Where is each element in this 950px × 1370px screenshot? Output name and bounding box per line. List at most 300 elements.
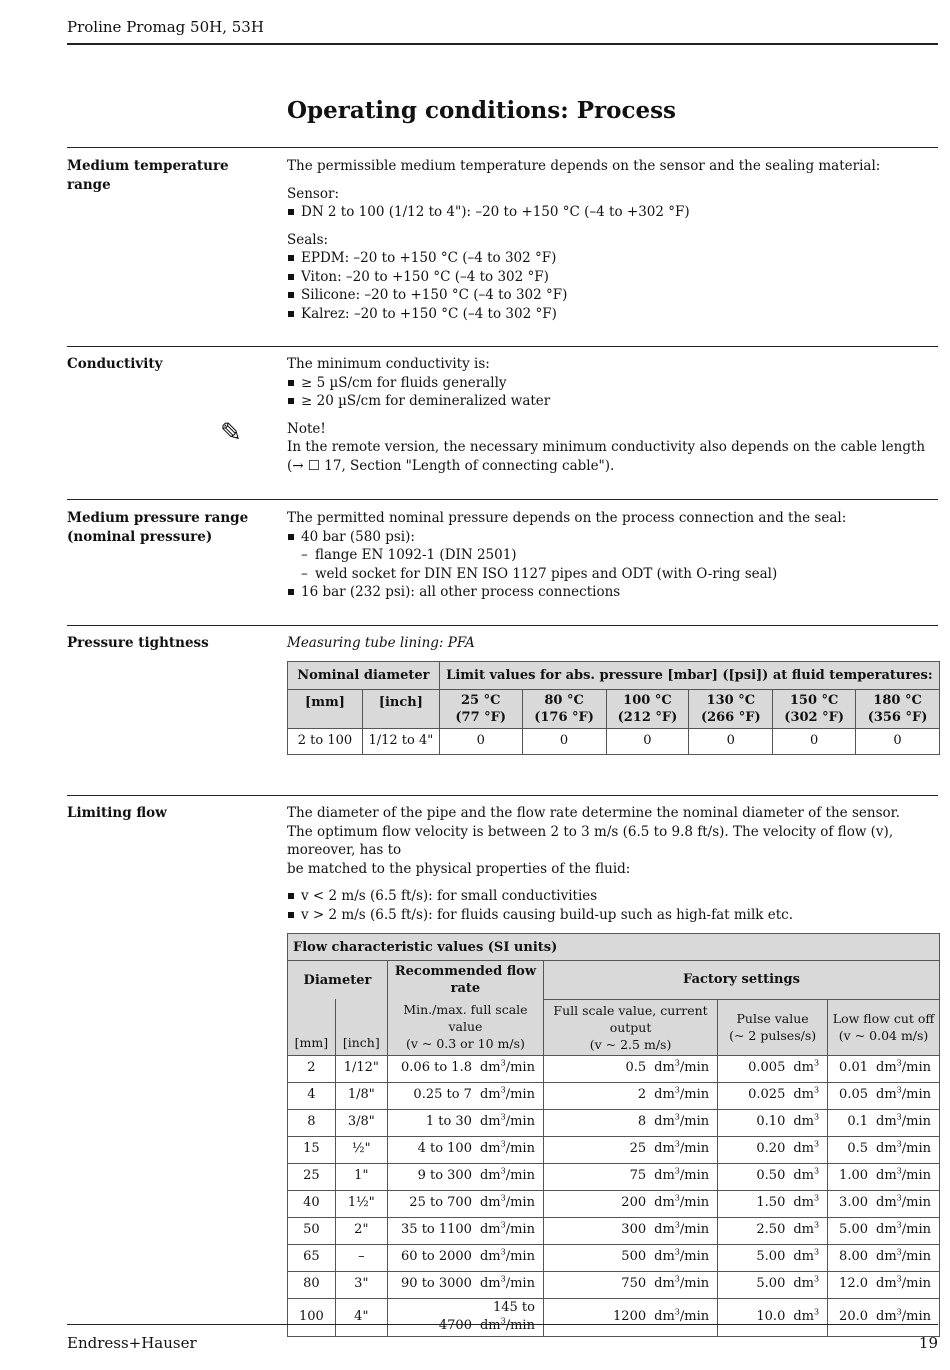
factory-header: Factory settings	[543, 961, 939, 1000]
seals-list	[287, 249, 939, 323]
minmax-line-1: Min./max. full scale value	[403, 1002, 528, 1035]
cell-value: 10.0	[756, 1308, 786, 1324]
cell-value: 35 to 1100	[401, 1222, 472, 1238]
unit	[876, 1309, 931, 1324]
unit-exponent: 3	[896, 1307, 902, 1317]
cell-mm	[288, 1190, 336, 1217]
temp-header	[689, 690, 773, 729]
cell-value: 60 to 2000	[401, 1249, 472, 1265]
cell-mm	[288, 1298, 336, 1336]
sensor-list	[287, 203, 939, 222]
unit	[480, 1087, 535, 1102]
cell-value: 0.20	[756, 1141, 786, 1157]
unit	[480, 1168, 535, 1183]
unit-inch-header: [inch]	[362, 690, 439, 729]
cell-pulse	[718, 1055, 828, 1082]
unit-base: dm	[479, 1276, 501, 1292]
cell-low	[828, 1190, 940, 1217]
table-row	[288, 1271, 940, 1298]
cell-mm	[288, 1055, 336, 1082]
cell-value: 9 to 300	[417, 1168, 472, 1184]
unit-suffix: /min	[505, 1318, 535, 1333]
page-title: Operating conditions: Process	[287, 97, 676, 124]
cell-inch	[335, 1271, 387, 1298]
cell-low	[828, 1055, 940, 1082]
pressure-label-line-1: Medium pressure range	[67, 510, 249, 526]
temp-c: 130 °C	[706, 693, 756, 708]
note-title: Note!	[287, 420, 326, 437]
temp-c: 100 °C	[623, 693, 672, 708]
temp-f: (176 °F)	[534, 710, 594, 725]
cell-range	[387, 1136, 543, 1163]
unit-inch-header: [inch]	[335, 999, 387, 1055]
unit	[876, 1222, 931, 1237]
cell-value: 1.50	[756, 1195, 786, 1211]
table-row	[288, 1163, 940, 1190]
unit-exponent: 3	[500, 1274, 506, 1284]
unit-suffix: /min	[901, 1141, 931, 1157]
pressure-sub-list	[287, 546, 939, 583]
cell-fs	[543, 1109, 717, 1136]
cell-pulse	[718, 1109, 828, 1136]
cell-value: 1200	[613, 1308, 647, 1324]
unit-base: dm	[654, 1087, 675, 1103]
unit	[480, 1114, 535, 1129]
cell-inch	[335, 1055, 387, 1082]
section-label-limiting-flow: Limiting flow	[67, 805, 167, 821]
list-item: EPDM: –20 to +150 °C (–4 to 302 °F)	[287, 249, 939, 268]
unit-base: dm	[479, 1195, 501, 1211]
unit-base: dm	[876, 1060, 897, 1076]
unit-exponent: 3	[896, 1274, 902, 1284]
cell-range	[387, 1163, 543, 1190]
cell-mm	[288, 1271, 336, 1298]
cell-value: 200	[621, 1195, 647, 1211]
unit-base: dm	[793, 1249, 814, 1265]
unit	[654, 1222, 709, 1237]
unit	[876, 1168, 931, 1183]
diameter-header: Diameter	[288, 961, 388, 1000]
unit	[793, 1087, 819, 1102]
unit	[876, 1114, 931, 1129]
cell-low	[828, 1244, 940, 1271]
temp-header	[439, 690, 522, 729]
unit-exponent: 3	[814, 1058, 820, 1068]
cell-inch	[335, 1298, 387, 1336]
cell-value: 0	[439, 729, 522, 755]
unit-suffix: /min	[679, 1276, 710, 1292]
list-item: ≥ 20 µS/cm for demineralized water	[287, 392, 939, 411]
unit-base: dm	[876, 1195, 897, 1211]
temp-header	[856, 690, 940, 729]
unit-suffix: /min	[901, 1308, 931, 1324]
pulse-line-1: Pulse value	[736, 1011, 809, 1026]
cell-fs	[543, 1190, 717, 1217]
list-item	[287, 528, 939, 547]
fullscale-header	[543, 999, 717, 1055]
cell-value: 4 to 100	[417, 1141, 472, 1157]
cell-low	[828, 1271, 940, 1298]
cell-value: 5.00	[756, 1276, 786, 1292]
unit-exponent: 3	[896, 1058, 902, 1068]
unit	[654, 1141, 709, 1156]
temp-f: (77 °F)	[455, 710, 507, 725]
unit-suffix: /min	[679, 1141, 710, 1157]
cell-value: 75	[629, 1168, 647, 1184]
unit-exponent: 3	[500, 1166, 506, 1176]
page-number: 19	[918, 1334, 938, 1352]
unit-suffix: /min	[679, 1114, 710, 1130]
temp-header	[606, 690, 689, 729]
unit-exponent: 3	[500, 1247, 506, 1257]
unit-base: dm	[479, 1060, 501, 1076]
section-rule	[67, 625, 938, 626]
cell-value: 0.25 to 7	[413, 1087, 472, 1103]
cell-range	[387, 1082, 543, 1109]
unit-base: dm	[479, 1249, 501, 1265]
footer-rule	[67, 1324, 938, 1325]
cell-value: 80	[303, 1276, 320, 1292]
section-body-limiting-flow	[287, 804, 942, 924]
section-body-conductivity	[287, 355, 939, 475]
unit-base: dm	[876, 1249, 897, 1265]
pulse-line-2: (~ 2 pulses/s)	[729, 1028, 817, 1043]
unit-base: dm	[793, 1168, 814, 1184]
cell-value: 8.00	[839, 1249, 868, 1265]
unit-base: dm	[479, 1087, 501, 1103]
cell-value: 25 to 700	[409, 1195, 472, 1211]
unit-base: dm	[654, 1195, 675, 1211]
cell-value: 1.00	[839, 1168, 868, 1184]
unit	[793, 1141, 819, 1156]
cell-mm	[288, 1217, 336, 1244]
cell-mm	[288, 1244, 336, 1271]
table-row	[288, 1244, 940, 1271]
flow-list	[287, 887, 942, 924]
cell-inch	[335, 1109, 387, 1136]
cell-value: 3.00	[839, 1195, 868, 1211]
unit-base: dm	[654, 1114, 675, 1130]
unit-base: dm	[479, 1318, 501, 1333]
unit	[480, 1141, 535, 1156]
unit-base: dm	[479, 1168, 501, 1184]
unit	[654, 1060, 709, 1075]
cell-value: 0.1	[847, 1114, 868, 1130]
unit-suffix: /min	[505, 1249, 535, 1265]
pressure-intro: The permitted nominal pressure depends on the process connection and the seal:	[287, 510, 847, 526]
unit-base: dm	[793, 1222, 814, 1238]
unit-suffix: /min	[505, 1195, 535, 1211]
unit-suffix: /min	[901, 1060, 931, 1076]
unit-base: dm	[876, 1114, 897, 1130]
unit-exponent: 3	[500, 1058, 506, 1068]
unit-suffix: /min	[679, 1249, 710, 1265]
unit-base: dm	[793, 1195, 814, 1211]
cell-value: 0.05	[839, 1087, 868, 1103]
cell-value: 2	[637, 1087, 647, 1103]
temp-c: 25 °C	[460, 693, 501, 708]
unit	[876, 1141, 931, 1156]
unit-exponent: 3	[896, 1139, 902, 1149]
list-item: – flange EN 1092-1 (DIN 2501)	[287, 546, 939, 565]
unit-base: dm	[479, 1141, 501, 1157]
unit-exponent: 3	[896, 1193, 902, 1203]
cell-value: 5.00	[839, 1222, 868, 1238]
cell-value: 500	[621, 1249, 647, 1265]
section-label-pressure-tightness: Pressure tightness	[67, 635, 209, 651]
temp-f: (212 °F)	[617, 710, 678, 725]
unit-exponent: 3	[814, 1085, 820, 1095]
list-item: v > 2 m/s (6.5 ft/s): for fluids causing build-up such as high-fat milk etc.	[287, 906, 942, 925]
list-item: Viton: –20 to +150 °C (–4 to 302 °F)	[287, 268, 939, 287]
temp-f: (266 °F)	[700, 710, 761, 725]
unit-base: dm	[654, 1308, 675, 1324]
cell-inch	[335, 1217, 387, 1244]
cell-low	[828, 1136, 940, 1163]
cell-pulse	[718, 1217, 828, 1244]
unit-base: dm	[793, 1141, 814, 1157]
unit	[793, 1060, 819, 1075]
recommended-header: Recommended flow rate	[387, 961, 543, 1000]
unit-exponent: 3	[814, 1112, 820, 1122]
cell-fs	[543, 1271, 717, 1298]
cell-value: 0	[689, 729, 773, 755]
cell-value: 4	[307, 1087, 316, 1103]
section-body-pressure-tightness	[287, 634, 939, 653]
header-rule	[67, 43, 938, 45]
unit-suffix: /min	[679, 1195, 710, 1211]
cell-range	[387, 1217, 543, 1244]
unit-exponent: 3	[500, 1193, 506, 1203]
cell-fs	[543, 1136, 717, 1163]
cell-value: 5.00	[756, 1249, 786, 1265]
unit-suffix: /min	[901, 1249, 931, 1265]
cell-range	[387, 1271, 543, 1298]
unit-base: dm	[876, 1168, 897, 1184]
cell-pulse	[718, 1244, 828, 1271]
unit-suffix: /min	[679, 1087, 710, 1103]
temp-c: 180 °C	[873, 693, 922, 708]
unit-exponent: 3	[896, 1166, 902, 1176]
unit-base: dm	[793, 1276, 814, 1292]
unit-suffix: /min	[505, 1141, 535, 1157]
cell-value: 40	[303, 1195, 320, 1211]
cell-fs	[543, 1163, 717, 1190]
temp-f: (302 °F)	[784, 710, 844, 725]
cell-mm: 2 to 100	[288, 729, 363, 755]
unit-base: dm	[793, 1308, 814, 1324]
pressure-tightness-table	[287, 661, 940, 755]
table-row	[288, 1217, 940, 1244]
unit	[793, 1309, 819, 1324]
unit-base: dm	[876, 1308, 897, 1324]
unit-suffix: /min	[901, 1114, 931, 1130]
section-label-medium-temperature: Medium temperature range	[67, 158, 229, 193]
cell-value: 2.50	[756, 1222, 786, 1238]
flow-table-body	[288, 1055, 940, 1336]
unit-suffix: /min	[505, 1087, 535, 1103]
cell-fs	[543, 1082, 717, 1109]
running-header: Proline Promag 50H, 53H	[67, 18, 264, 36]
section-rule	[67, 795, 938, 796]
cell-pulse	[718, 1136, 828, 1163]
unit	[654, 1249, 709, 1264]
unit-exponent: 3	[814, 1274, 820, 1284]
table-row	[288, 1055, 940, 1082]
cell-range	[387, 1298, 543, 1336]
unit-exponent: 3	[500, 1139, 506, 1149]
cell-value: 1 to 30	[425, 1114, 472, 1130]
cell-value: 750	[621, 1276, 647, 1292]
fullscale-line-2: (v ~ 2.5 m/s)	[589, 1036, 672, 1052]
unit-suffix: /min	[901, 1087, 931, 1103]
cell-value: 0.10	[756, 1114, 786, 1130]
unit-base: dm	[479, 1222, 501, 1238]
unit-suffix: /min	[679, 1060, 710, 1076]
unit-mm-header: [mm]	[288, 690, 363, 729]
unit-exponent: 3	[814, 1193, 820, 1203]
cell-range	[387, 1055, 543, 1082]
footer-brand: Endress+Hauser	[67, 1334, 197, 1352]
unit-exponent: 3	[674, 1085, 680, 1095]
lining-caption: Measuring tube lining: PFA	[287, 635, 475, 651]
unit	[480, 1060, 535, 1075]
unit-suffix: /min	[679, 1168, 710, 1184]
cell-low	[828, 1217, 940, 1244]
unit	[654, 1195, 709, 1210]
flow-line-3: be matched to the physical properties of the fluid:	[287, 860, 631, 877]
cell-low	[828, 1082, 940, 1109]
unit-suffix: /min	[505, 1060, 535, 1076]
cell-low	[828, 1298, 940, 1336]
cell-mm	[288, 1163, 336, 1190]
cell-pulse	[718, 1190, 828, 1217]
cell-mm	[288, 1082, 336, 1109]
unit-mm-header: [mm]	[288, 999, 336, 1055]
unit-exponent: 3	[814, 1220, 820, 1230]
minmax-header	[387, 999, 543, 1055]
section-body-medium-temperature	[287, 157, 939, 323]
cell-value: 1/8"	[347, 1087, 375, 1103]
limit-values-header: Limit values for abs. pressure [mbar] ([psi]) at fluid temperatures:	[439, 662, 939, 690]
cell-value: –	[358, 1249, 365, 1265]
section-label-conductivity: Conductivity	[67, 356, 163, 372]
unit-exponent: 3	[814, 1307, 820, 1317]
cell-value: 300	[621, 1222, 647, 1238]
pressure-list	[287, 528, 939, 547]
unit	[654, 1276, 709, 1291]
list-item: – weld socket for DIN EN ISO 1127 pipes and ODT (with O-ring seal)	[287, 565, 939, 584]
temp-c: 80 °C	[544, 693, 584, 708]
table-row	[288, 1109, 940, 1136]
conductivity-list	[287, 374, 939, 411]
cell-value: 0.01	[839, 1060, 868, 1076]
cell-value: 2	[307, 1060, 316, 1076]
cell-low	[828, 1109, 940, 1136]
unit	[480, 1276, 535, 1291]
conductivity-intro: The minimum conductivity is:	[287, 356, 490, 372]
cell-value: 8	[307, 1114, 316, 1130]
cell-value: 0.06 to 1.8	[401, 1060, 472, 1076]
cell-value: 1"	[354, 1168, 369, 1184]
list-item: v < 2 m/s (6.5 ft/s): for small conductivities	[287, 887, 942, 906]
flow-characteristic-table	[287, 933, 940, 1337]
unit-base: dm	[793, 1114, 814, 1130]
minmax-line-2: (v ~ 0.3 or 10 m/s)	[405, 1036, 525, 1052]
unit	[654, 1168, 709, 1183]
unit	[480, 1195, 535, 1210]
table-row	[288, 729, 940, 755]
unit	[480, 1222, 535, 1237]
unit-base: dm	[479, 1114, 501, 1130]
unit	[480, 1249, 535, 1264]
cell-value: 0	[606, 729, 689, 755]
unit-suffix: /min	[505, 1114, 535, 1130]
flow-line-1: The diameter of the pipe and the flow rate determine the nominal diameter of the sensor.	[287, 805, 900, 821]
pressure-item-1: 40 bar (580 psi):	[301, 528, 415, 545]
table-caption: Flow characteristic values (SI units)	[288, 934, 940, 961]
lowflow-header	[828, 999, 940, 1055]
cell-value: 0.005	[748, 1060, 786, 1076]
cell-range	[387, 1109, 543, 1136]
list-item: 16 bar (232 psi): all other process connections	[287, 583, 939, 602]
unit	[654, 1087, 709, 1102]
cell-value: 3"	[354, 1276, 369, 1292]
unit-exponent: 3	[500, 1220, 506, 1230]
cell-range	[387, 1190, 543, 1217]
cell-value: 20.0	[839, 1308, 868, 1324]
unit-exponent: 3	[814, 1139, 820, 1149]
cell-inch: 1/12 to 4"	[362, 729, 439, 755]
unit-base: dm	[793, 1087, 814, 1103]
cell-value: 25	[629, 1141, 647, 1157]
unit-exponent: 3	[896, 1220, 902, 1230]
unit-base: dm	[793, 1060, 814, 1076]
unit	[793, 1195, 819, 1210]
cell-value: 0.50	[756, 1168, 786, 1184]
table-row	[288, 1190, 940, 1217]
unit-exponent: 3	[674, 1193, 680, 1203]
unit	[876, 1276, 931, 1291]
sensor-label: Sensor:	[287, 185, 339, 202]
cell-value: 50	[303, 1222, 320, 1238]
lowflow-line-1: Low flow cut off	[832, 1011, 935, 1026]
cell-inch	[335, 1190, 387, 1217]
unit	[876, 1087, 931, 1102]
cell-pulse	[718, 1271, 828, 1298]
unit-exponent: 3	[814, 1166, 820, 1176]
section-rule	[67, 346, 938, 347]
unit-exponent: 3	[500, 1112, 506, 1122]
cell-value: ½"	[352, 1141, 371, 1157]
unit	[654, 1114, 709, 1129]
unit-exponent: 3	[674, 1307, 680, 1317]
cell-value: 0.025	[748, 1087, 786, 1103]
unit	[793, 1222, 819, 1237]
unit-base: dm	[876, 1087, 897, 1103]
unit-base: dm	[876, 1222, 897, 1238]
nominal-diameter-header: Nominal diameter	[288, 662, 440, 690]
cell-value: 0.5	[625, 1060, 647, 1076]
unit-exponent: 3	[896, 1247, 902, 1257]
cell-mm	[288, 1109, 336, 1136]
cell-value: 3/8"	[347, 1114, 375, 1130]
unit	[654, 1309, 709, 1324]
section-label-pressure-range	[67, 509, 277, 546]
pencil-note-icon: ✎	[220, 418, 242, 448]
unit-suffix: /min	[679, 1222, 710, 1238]
pulse-header	[718, 999, 828, 1055]
